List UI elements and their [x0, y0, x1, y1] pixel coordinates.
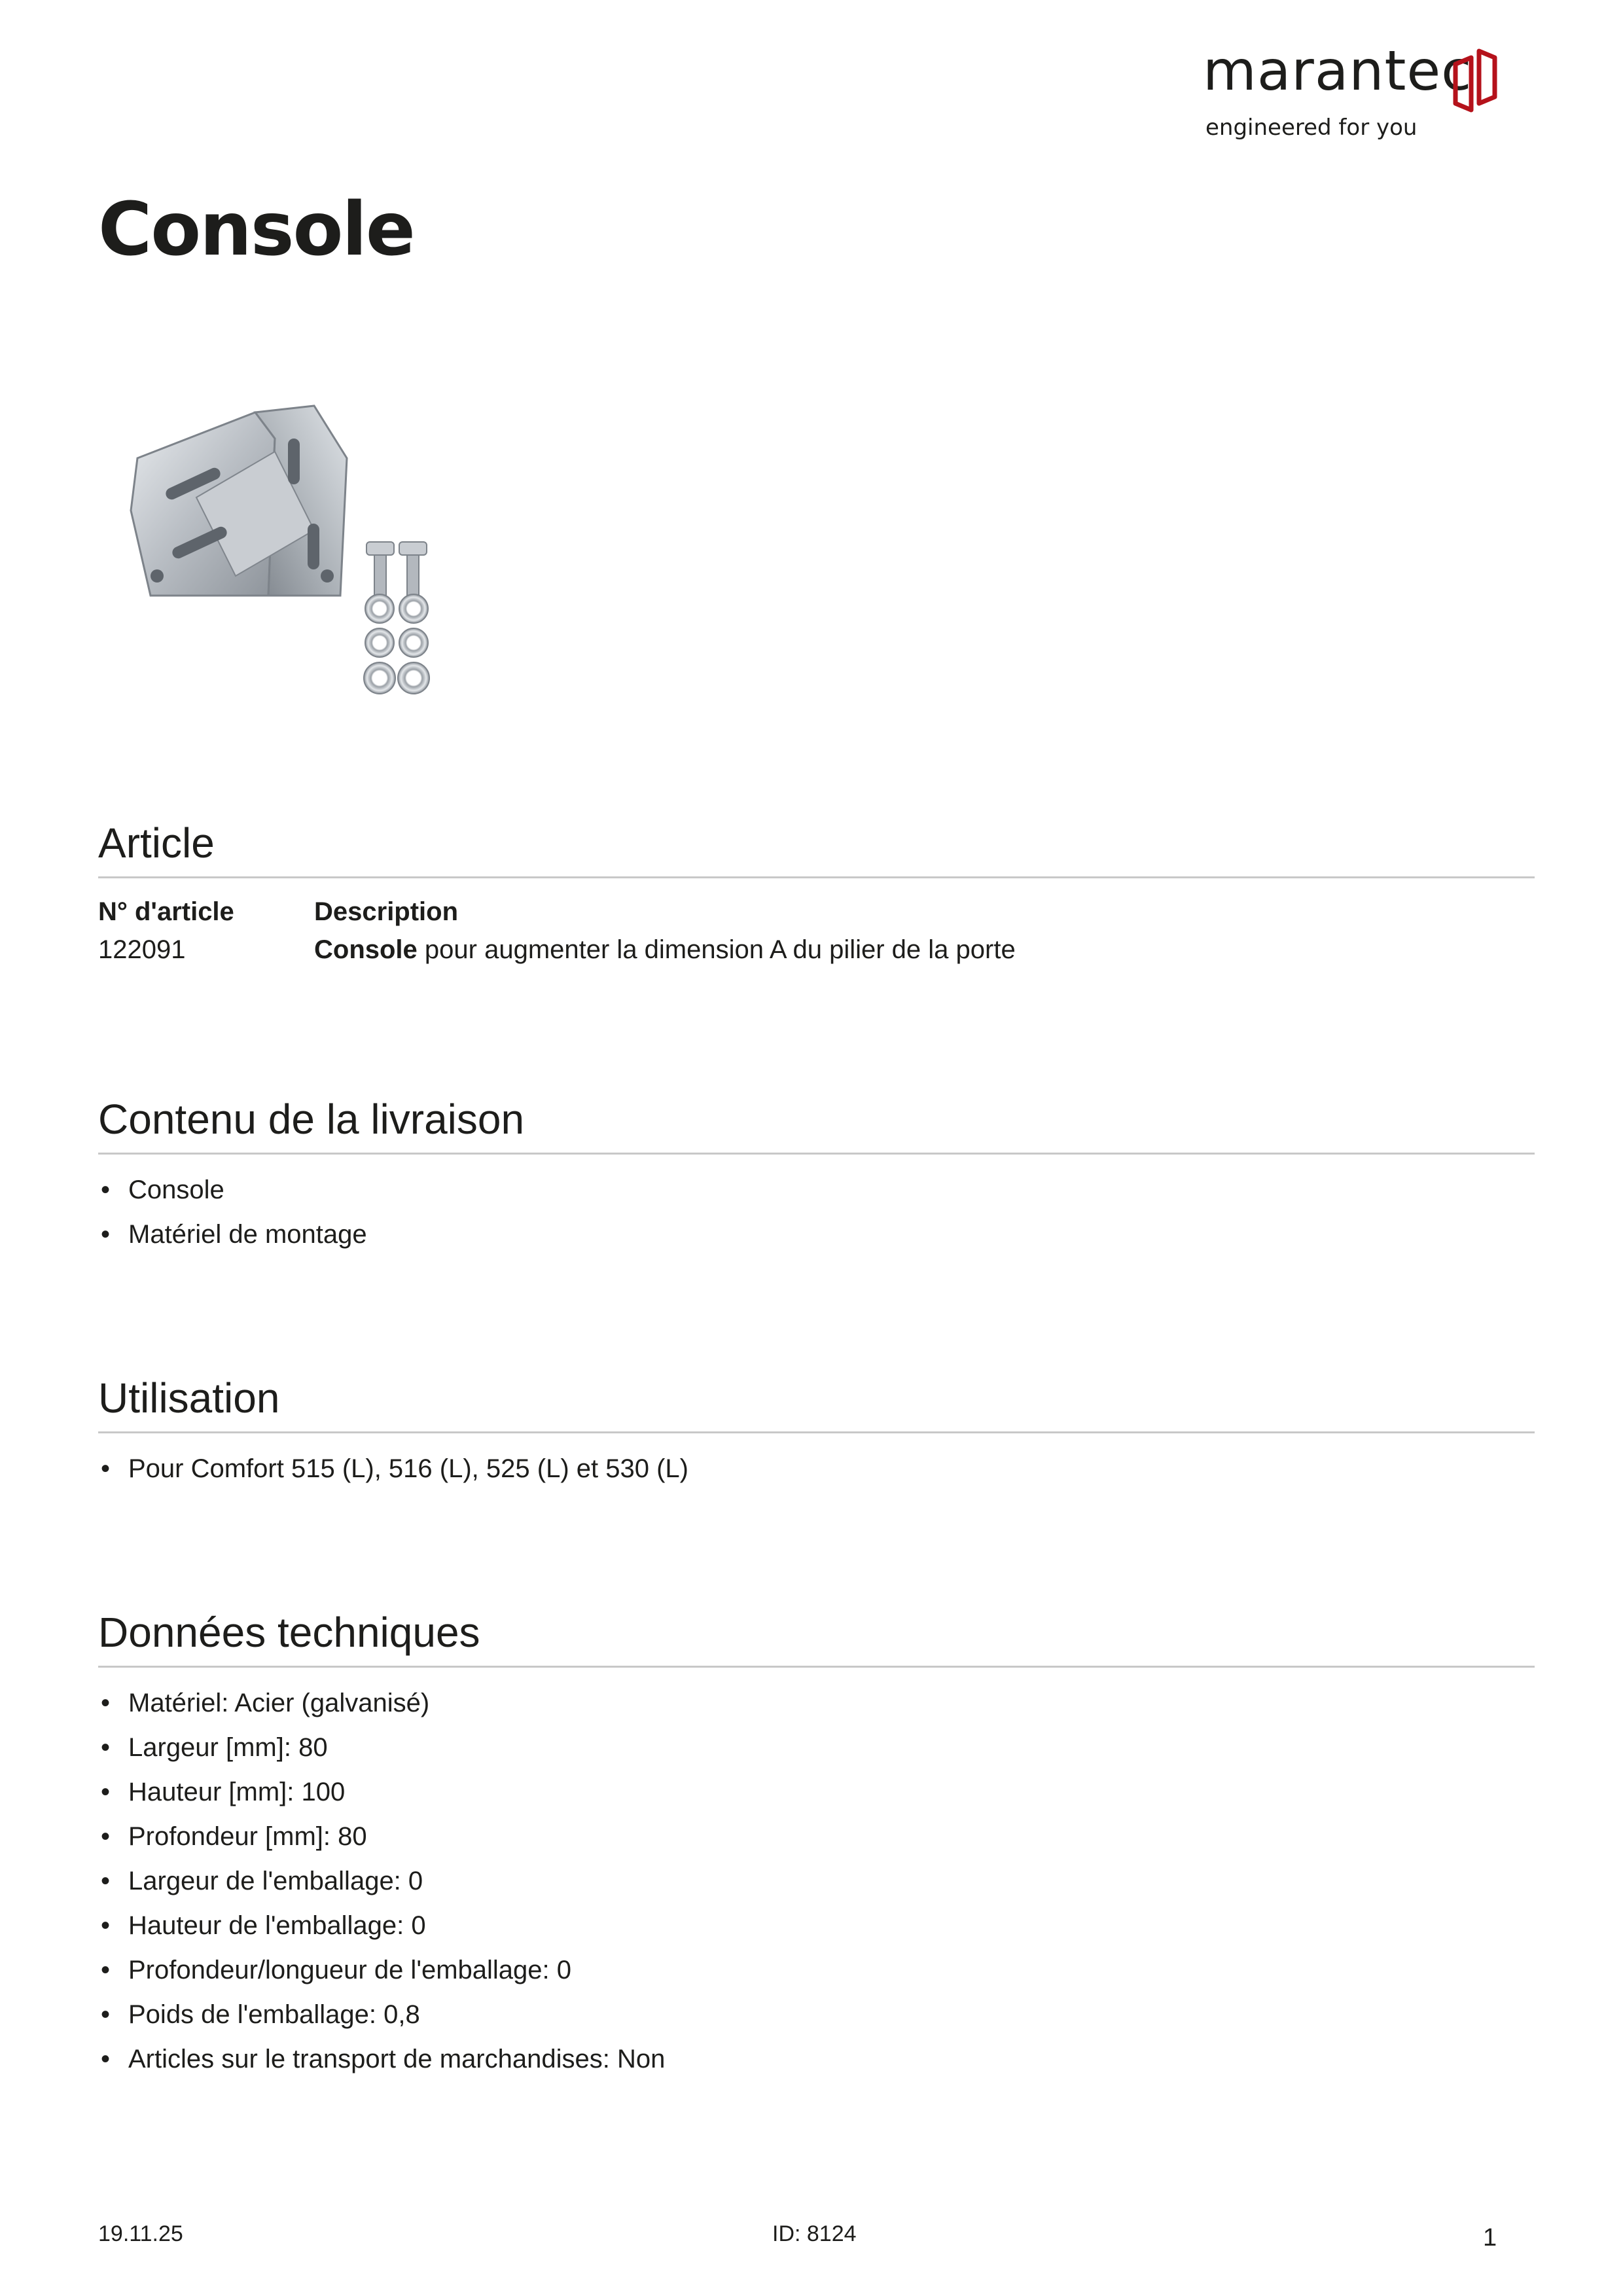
- footer-page-number: 1: [1483, 2224, 1497, 2251]
- list-item: • Largeur de l'emballage: 0: [98, 1859, 1535, 1903]
- article-description-bold: Console: [314, 935, 418, 964]
- list-item: • Matériel de montage: [98, 1212, 1535, 1257]
- usage-list: [98, 1446, 1535, 1491]
- usage-section: [98, 1373, 1535, 1491]
- technical-heading: Données techniques: [98, 1607, 1535, 1668]
- footer-id: ID: 8124: [772, 2221, 857, 2246]
- technical-list: [98, 1681, 1535, 2081]
- article-description-text: pour augmenter la dimension A du pilier de la porte: [417, 935, 1016, 964]
- article-section: [98, 818, 1535, 969]
- brand-logo: [1203, 39, 1504, 148]
- delivery-heading: Contenu de la livraison: [98, 1094, 1535, 1155]
- brand-tagline: engineered for you: [1205, 115, 1418, 141]
- list-item: • Pour Comfort 515 (L), 516 (L), 525 (L) et 530 (L): [98, 1446, 1535, 1491]
- article-table: [98, 893, 1535, 969]
- product-image: [98, 380, 465, 733]
- article-description: [314, 931, 1016, 969]
- article-description-header: Description: [314, 897, 459, 926]
- technical-section: [98, 1607, 1535, 2081]
- article-table-header: [98, 893, 1535, 931]
- page-title: Console: [98, 187, 414, 272]
- list-item: • Profondeur [mm]: 80: [98, 1814, 1535, 1859]
- list-item: • Hauteur [mm]: 100: [98, 1770, 1535, 1814]
- article-number: 122091: [98, 935, 186, 964]
- list-item: • Largeur [mm]: 80: [98, 1725, 1535, 1770]
- delivery-list: [98, 1168, 1535, 1257]
- list-item: • Articles sur le transport de marchandises: Non: [98, 2037, 1535, 2081]
- article-heading: Article: [98, 818, 1535, 878]
- list-item: • Matériel: Acier (galvanisé): [98, 1681, 1535, 1725]
- footer-date: 19.11.25: [98, 2221, 183, 2246]
- list-item: • Profondeur/longueur de l'emballage: 0: [98, 1948, 1535, 1992]
- brand-name: marantec: [1203, 39, 1472, 103]
- marantec-door-icon: [1452, 45, 1499, 115]
- usage-heading: Utilisation: [98, 1373, 1535, 1433]
- article-number-header: N° d'article: [98, 897, 234, 926]
- list-item: • Poids de l'emballage: 0,8: [98, 1992, 1535, 2037]
- list-item: • Console: [98, 1168, 1535, 1212]
- list-item: • Hauteur de l'emballage: 0: [98, 1903, 1535, 1948]
- article-table-row: [98, 931, 1535, 969]
- delivery-section: [98, 1094, 1535, 1257]
